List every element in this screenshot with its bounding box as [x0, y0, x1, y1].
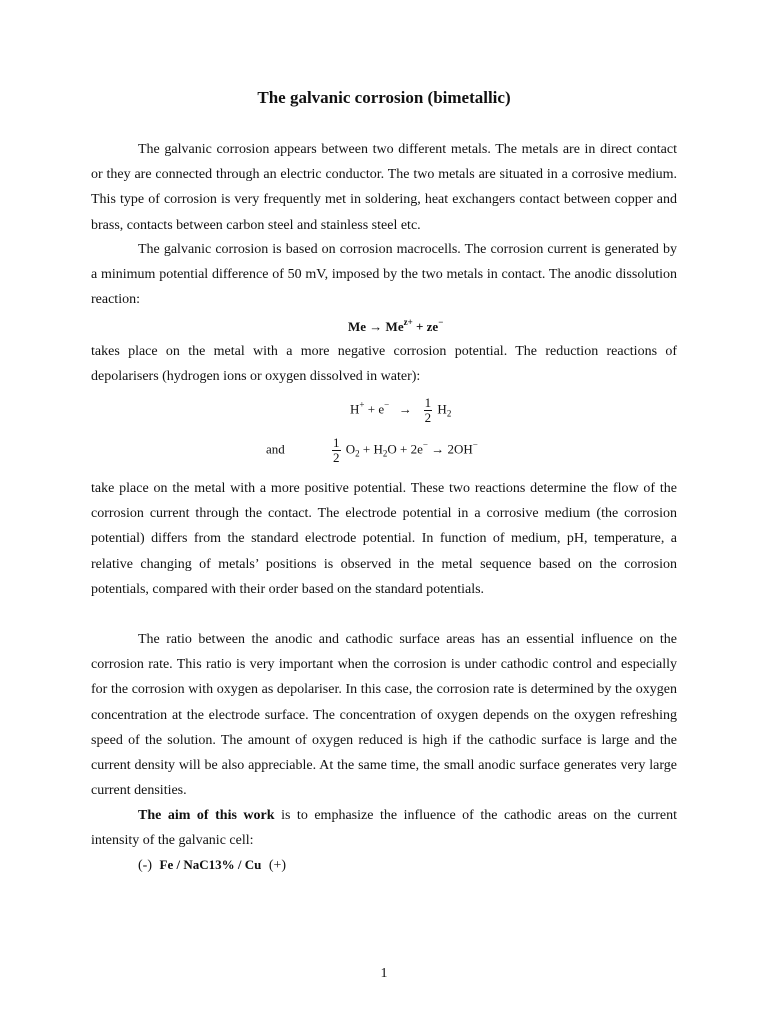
fraction-one-half: $\frac{1}{2}$ — [333, 435, 340, 465]
paragraph-surface-ratio: The ratio between the anodic and cathodic surface areas has an essential influence on the corrosion rate. This ratio is very important when the corrosion is under cathodic control and especially for the corrosion with oxygen as depolariser. In this case, the corrosion rate is determined by the oxygen concentration at the electrode surface. The concentration of oxygen depends on the oxygen refreshing speed of the solution. The amount of oxygen reduced is high if the cathodic surface is large and the current density will be also appreciable. At the same time, the small anodic surface generates very large current densities. — [91, 632, 677, 799]
document-title: The galvanic corrosion (bimetallic) — [257, 88, 511, 107]
equation-anodic-dissolution: $Me \to Me^{z+} + ze^-$ — [348, 317, 444, 334]
page-number: 1 — [380, 966, 388, 981]
cell-formula: Fe / NaC13% / Cu — [159, 857, 262, 872]
galvanic-cell-notation — [138, 857, 286, 874]
paragraph-reduction: takes place on the metal with a more negative corrosion potential. The reduction reactions of depolarisers (hydrogen ions or oxygen dissolved in water): — [91, 344, 677, 385]
paragraph-macrocells: The galvanic corrosion is based on corrosion macrocells. The corrosion current is generated by a minimum potential difference of 50 mV, imposed by the two metals in contact. The anodic dissolution reaction: — [91, 242, 677, 308]
fraction-one-half: $\frac{1}{2}$ — [424, 395, 432, 425]
equation-oxygen-reduction: and $\frac{1}{2}$ $O_2 + H_2O + 2e^- \to 2OH^-$ — [266, 435, 478, 465]
paragraph-aim — [91, 803, 677, 853]
paragraph-intro: The galvanic corrosion appears between two different metals. The metals are in direct contact or they are connected through an electric conductor. The two metals are situated in a corrosive medium. This type of corrosion is very frequently met in soldering, heat exchangers contact between copper and brass, contacts between carbon steel and stainless steel etc. — [91, 142, 677, 233]
cell-negative-pole: (-) — [138, 858, 152, 873]
aim-text: is to emphasize the influence of the cathodic areas on the current intensity of the galvanic cell: — [91, 808, 677, 849]
aim-heading: The aim of this work — [138, 808, 275, 823]
equation-hydrogen-reduction: H+ + e− → $\frac{1}{2}$ $H_2$ — [350, 395, 452, 425]
paragraph-positive-potential: take place on the metal with a more positive potential. These two reactions determine the flow of the corrosion current through the contact. The electrode potential in a corrosive medium (the corrosion potential) differs from the standard electrode potential. In function of medium, pH, temperature, a relative changing of metals’ positions is observed in the metal sequence based on the corrosion potentials, compared with their order based on the standard potentials. — [91, 481, 677, 597]
cell-positive-pole: (+) — [268, 858, 287, 873]
